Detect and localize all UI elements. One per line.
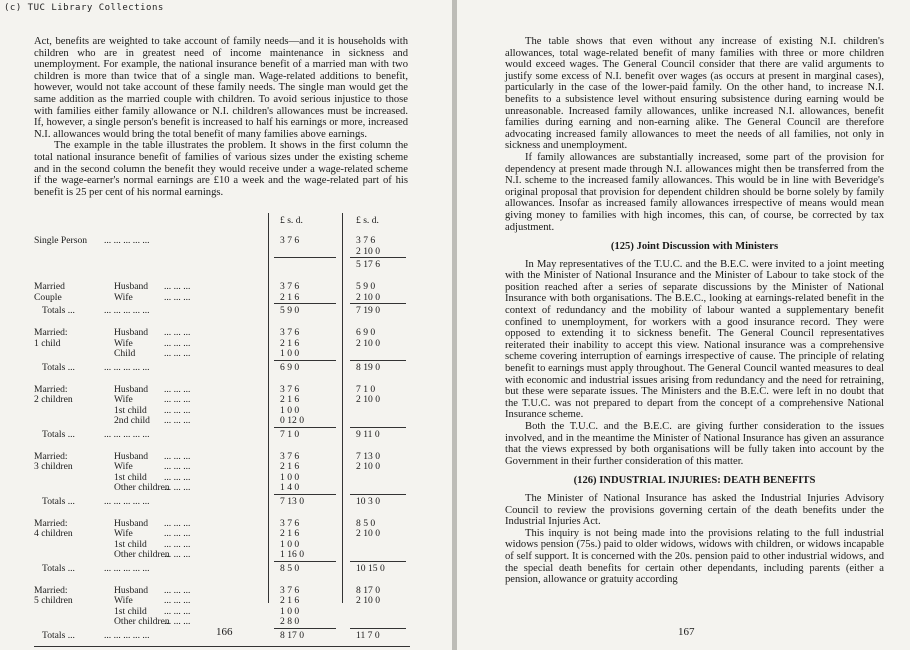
member-label: Wife: [114, 291, 133, 303]
total-col2: 11 7 0: [356, 629, 380, 641]
dot-leader: ... ... ...: [164, 404, 191, 416]
group-label: Married:: [34, 517, 68, 529]
dot-leader: ... ... ...: [164, 337, 191, 349]
table-row: [34, 405, 410, 416]
table-row: [34, 281, 410, 292]
group-label-secondary: 5 children: [34, 595, 73, 606]
amount-col1: 1 0 0: [280, 605, 300, 617]
amount-col1: 2 1 6: [280, 291, 300, 303]
totals-label: Totals ...: [42, 629, 75, 641]
right-paragraph-6: This inquiry is not being made into the provisions relating to the full industrial widows pension (75s.) paid to older widows, widows with children, or widows incapable of self support. It is concerned with the 20s. pension paid to other industrial widows, and the special death benefits for certain other dependants, including parents (either a pension, allowance or gratuity according: [505, 527, 884, 586]
sum-rule-col1: [274, 360, 336, 361]
total-col2: 9 11 0: [356, 428, 380, 440]
amount-col1: 3 7 6: [280, 327, 300, 338]
dot-leader: ... ... ...: [164, 394, 191, 405]
dot-leader: ... ... ...: [164, 348, 191, 359]
totals-label: Totals ...: [42, 305, 75, 316]
sum-rule-col1: [274, 427, 336, 428]
amount-col2: 8 5 0: [356, 517, 376, 529]
amount-col1: 0 12 0: [280, 415, 304, 426]
dot-leader: ... ... ...: [164, 549, 191, 560]
totals-label: Totals ...: [42, 495, 75, 507]
left-paragraph-1: Act, benefits are weighted to take account of family needs—and it is households with children who are in greatest need of income maintenance in sickness and unemployment. For example, the national insurance benefit of a married man with two children is more than twice that of a single man. Wage-related additions to benefit, however, would not take account of these family needs. The single man would get the same addition as the married couple with children. To avoid serious injustice to those with families either family allowance or N.I. children's allowances must be increased. If, however, a single person's benefit is increased to half his earnings or more, increased N.I. allowances would bring the total benefit of many families above earnings.: [34, 36, 408, 140]
total-col1: 5 9 0: [280, 305, 300, 316]
amount-col1: 3 7 6: [280, 383, 300, 395]
totals-row: [34, 496, 410, 509]
table-row: [34, 394, 410, 405]
amount-col2: 2 10 0: [356, 528, 380, 539]
amount-col2: 6 9 0: [356, 327, 376, 338]
member-label: 1st child: [114, 471, 147, 483]
amount-col1: 2 1 6: [280, 461, 300, 472]
amount-col2: 2 10 0: [356, 461, 380, 472]
dot-leader: ... ... ... ... ...: [104, 562, 150, 574]
group-label-secondary: 1 child: [34, 337, 61, 349]
page-number-right: 167: [678, 626, 695, 638]
total-col1: 6 9 0: [280, 361, 300, 373]
dot-leader: ... ... ... ... ...: [104, 235, 150, 246]
table-bottom-rule: [34, 646, 410, 647]
amount-col1: 1 0 0: [280, 538, 300, 550]
amount-col1: 1 0 0: [280, 348, 300, 359]
amount-col1: 2 1 6: [280, 528, 300, 539]
dot-leader: ... ... ...: [164, 482, 191, 493]
totals-row: [34, 259, 410, 272]
table-row: [34, 528, 410, 539]
dot-leader: ... ... ... ... ...: [104, 361, 150, 373]
member-label: Wife: [114, 461, 133, 472]
table-row: [34, 292, 410, 303]
member-label: Husband: [114, 327, 149, 338]
group-label-secondary: 2 children: [34, 394, 73, 405]
total-col1: 8 17 0: [280, 629, 304, 641]
right-body-text: [505, 36, 884, 586]
page-number-left: 166: [216, 626, 233, 638]
table-row: [34, 461, 410, 472]
watermark: (c) TUC Library Collections: [4, 3, 164, 13]
table-row: [34, 585, 410, 596]
table-row: [34, 606, 410, 617]
table-body: [34, 235, 410, 647]
table-row: [34, 327, 410, 338]
dot-leader: ... ... ... ... ...: [104, 495, 150, 507]
table-row: [34, 518, 410, 529]
total-col1: 7 13 0: [280, 495, 304, 507]
benefit-table: [34, 213, 410, 647]
group-label-secondary: 3 children: [34, 461, 73, 472]
right-paragraph-5: The Minister of National Insurance has asked the Industrial Injuries Advisory Council to review the provisions governing certain of the death benefits under the Industrial Injuries Act.: [505, 492, 884, 528]
amount-col2: 7 13 0: [356, 450, 380, 462]
amount-col2: 2 10 0: [356, 291, 380, 303]
dot-leader: ... ... ...: [164, 471, 191, 483]
member-label: Husband: [114, 450, 149, 462]
totals-label: Totals ...: [42, 562, 75, 574]
amount-col1: 2 8 0: [280, 616, 300, 627]
dot-leader: ... ... ... ... ...: [104, 428, 150, 440]
amount-col1: 2 1 6: [280, 394, 300, 405]
member-label: Child: [114, 348, 136, 359]
dot-leader: ... ... ...: [164, 291, 191, 303]
total-col1: 8 5 0: [280, 562, 300, 574]
dot-leader: ... ... ...: [164, 584, 191, 596]
member-label: Husband: [114, 584, 149, 596]
group-label-secondary: Couple: [34, 291, 62, 303]
totals-row: [34, 429, 410, 442]
amount-col1: 2 1 6: [280, 337, 300, 349]
table-group: [34, 281, 410, 318]
left-body-text: [34, 36, 408, 198]
group-label-secondary: 4 children: [34, 528, 73, 539]
amount-col1: 3 7 6: [280, 235, 300, 246]
amount-col2: 2 10 0: [356, 337, 380, 349]
table-group: [34, 327, 410, 375]
member-label: Other children: [114, 616, 170, 627]
table-row: [34, 539, 410, 550]
sum-rule-col2: [350, 303, 406, 304]
amount-col1: 3 7 6: [280, 517, 300, 529]
total-col2: 10 3 0: [356, 495, 380, 507]
member-label: Husband: [114, 383, 149, 395]
totals-row: [34, 362, 410, 375]
dot-leader: ... ... ...: [164, 327, 191, 338]
dot-leader: ... ... ...: [164, 517, 191, 529]
sum-rule-col2: [350, 257, 406, 258]
table-group: [34, 518, 410, 576]
sum-rule-col1: [274, 303, 336, 304]
table-row: [34, 338, 410, 349]
member-label: Wife: [114, 337, 133, 349]
group-label: Married:: [34, 584, 68, 596]
table-row: [34, 549, 410, 560]
member-label: Husband: [114, 517, 149, 529]
member-label: 1st child: [114, 605, 147, 617]
member-label: Wife: [114, 528, 133, 539]
table-row: [34, 235, 410, 246]
amount-col1: 3 7 6: [280, 281, 300, 292]
total-col2: 5 17 6: [356, 259, 380, 270]
member-label: 2nd child: [114, 415, 150, 426]
amount-col1: 1 0 0: [280, 404, 300, 416]
amount-col1: 3 7 6: [280, 450, 300, 462]
amount-col1: 1 0 0: [280, 471, 300, 483]
amount-col2: 7 1 0: [356, 383, 376, 395]
total-col2: 10 15 0: [356, 562, 385, 574]
dot-leader: ... ... ... ... ...: [104, 305, 150, 316]
right-paragraph-3: In May representatives of the T.U.C. and the B.E.C. were invited to a joint meeting with the Minister of National Insurance and the Minister of Labour to take stock of the position reached after a series of separate discussions by the Minister of National Insurance with both organisations. The B.E.C., looking at earnings-related benefit in the context of redundancy and the mobility of labour wanted a supplementary benefit confined to unemployment, for workers with a good insurance record. They were opposed to extending it to sickness benefit. The General Council representatives reiterated their inability to accept this view. National insurance was a comprehensive scheme covering interruption of earnings irrespective of cause. The principle of relating benefit to earnings must apply throughout. The General Council wanted measures to deal with economic and industrial issues arising from redundancy and the need for retraining, but these were separate issues. The Ministers and the B.E.C. were left in no doubt that the T.U.C. was not prepared to depart from the concept of a comprehensive National Insurance scheme.: [505, 258, 884, 421]
dot-leader: ... ... ... ... ...: [104, 629, 150, 641]
amount-col1: 1 4 0: [280, 482, 300, 493]
total-col2: 8 19 0: [356, 361, 380, 373]
column-divider-2: [342, 213, 343, 603]
member-label: Husband: [114, 281, 149, 292]
table-group: [34, 384, 410, 442]
group-label: Married:: [34, 450, 68, 462]
sum-rule-col2: [350, 561, 406, 562]
header-col2: £ s. d.: [356, 215, 379, 226]
amount-col2: 5 9 0: [356, 281, 376, 292]
section-heading-125: (125) Joint Discussion with Ministers: [610, 241, 779, 253]
dot-leader: ... ... ...: [164, 461, 191, 472]
member-label: 1st child: [114, 538, 147, 550]
amount-col2: 2 10 0: [356, 245, 380, 257]
table-row: [34, 246, 410, 257]
dot-leader: ... ... ...: [164, 605, 191, 617]
left-paragraph-2: The example in the table illustrates the problem. It shows in the first column the total national insurance benefit of families of various sizes under the existing scheme and in the second column the benefit they would receive under a wage-related scheme if the wage-earner's normal earnings are £10 a week and the wage-related part of his benefit is 25 per cent of his normal earnings.: [34, 140, 408, 198]
right-paragraph-4: Both the T.U.C. and the B.E.C. are giving further consideration to the issues involved, and in the meantime the Minister of National Insurance has given an assurance that the views expressed by both organisations will be fully taken into account by the Government in their further consideration of this matter.: [505, 421, 884, 467]
group-label: Married:: [34, 383, 68, 395]
member-label: Wife: [114, 595, 133, 606]
right-paragraph-1: The table shows that even without any increase of existing N.I. children's allowances, total wage-related benefit of many families with three or more children would exceed wages. The General Council consider that there are valid arguments to justify some excess of N.I. benefit over wages (as occurs at present in marginal cases), particularly in the case of the lower-paid family. On the other hand, to increase N.I. benefits to a subsistence level without ensuring subsistence during earning would be unreasonable. Increased family allowances, unlike increased N.I. allowances, benefit families during earning and non-earning alike. The General Council are therefore advocating increased family allowances to meet the needs of all families, not only in sickness and unemployment.: [505, 36, 884, 152]
dot-leader: ... ... ...: [164, 281, 191, 292]
member-label: Other children: [114, 549, 170, 560]
amount-col1: 3 7 6: [280, 584, 300, 596]
sum-rule-col2: [350, 427, 406, 428]
amount-col1: 2 1 6: [280, 595, 300, 606]
amount-col2: 2 10 0: [356, 394, 380, 405]
amount-col1: 1 16 0: [280, 549, 304, 560]
sum-rule-col1: [274, 257, 336, 258]
header-col1: £ s. d.: [280, 215, 303, 226]
totals-label: Totals ...: [42, 428, 75, 440]
dot-leader: ... ... ...: [164, 450, 191, 462]
group-label: Single Person: [34, 235, 88, 246]
dot-leader: ... ... ...: [164, 383, 191, 395]
dot-leader: ... ... ...: [164, 616, 191, 627]
table-header: [34, 213, 410, 235]
totals-row: [34, 563, 410, 576]
total-col2: 7 19 0: [356, 305, 380, 316]
amount-col2: 8 17 0: [356, 584, 380, 596]
group-label: Married: [34, 281, 65, 292]
table-row: [34, 415, 410, 426]
dot-leader: ... ... ...: [164, 538, 191, 550]
member-label: Other children: [114, 482, 170, 493]
sum-rule-col2: [350, 494, 406, 495]
table-row: [34, 482, 410, 493]
member-label: 1st child: [114, 404, 147, 416]
dot-leader: ... ... ...: [164, 415, 191, 426]
table-row: [34, 595, 410, 606]
total-col1: 7 1 0: [280, 428, 300, 440]
amount-col2: 2 10 0: [356, 595, 380, 606]
column-divider-1: [268, 213, 269, 603]
sum-rule-col1: [274, 628, 336, 629]
totals-label: Totals ...: [42, 361, 75, 373]
table-row: [34, 348, 410, 359]
sum-rule-col1: [274, 494, 336, 495]
dot-leader: ... ... ...: [164, 528, 191, 539]
sum-rule-col1: [274, 561, 336, 562]
right-paragraph-2: If family allowances are substantially increased, some part of the provision for dependency at present made through N.I. allowances might then be transferred from the N.I. scheme to the increased family allowances. This would be in line with Beveridge's original proposal that provision for dependent children should be borne solely by family allowances. Insofar as increased family allowances irrespective of means would mean giving money to families with high incomes, this can, of course, be corrected by tax adjustment.: [505, 151, 884, 233]
section-heading-126: (126) INDUSTRIAL INJURIES: DEATH BENEFITS: [573, 475, 816, 487]
table-group: [34, 451, 410, 509]
sum-rule-col2: [350, 628, 406, 629]
table-row: [34, 616, 410, 627]
amount-col2: 3 7 6: [356, 235, 376, 246]
left-page: [0, 0, 452, 650]
member-label: Wife: [114, 394, 133, 405]
dot-leader: ... ... ...: [164, 595, 191, 606]
group-label: Married:: [34, 327, 68, 338]
sum-rule-col2: [350, 360, 406, 361]
table-row: [34, 384, 410, 395]
table-row: [34, 451, 410, 462]
table-row: [34, 472, 410, 483]
table-group: [34, 235, 410, 272]
totals-row: [34, 305, 410, 318]
